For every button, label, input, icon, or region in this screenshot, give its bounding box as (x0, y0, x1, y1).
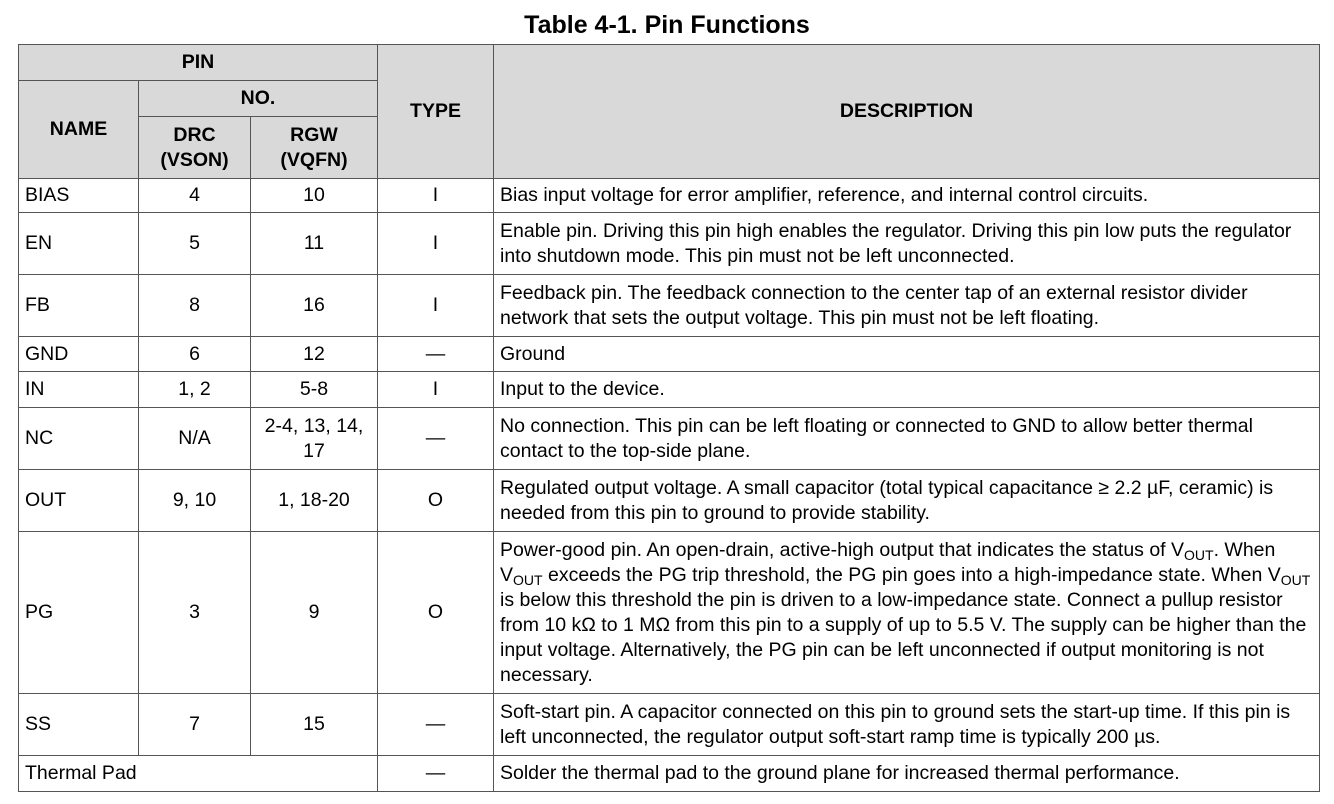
table-row: IN 1, 2 5-8 I Input to the device. (19, 372, 1320, 408)
pg-description: Power-good pin. An open-drain, active-high output that indicates the status of $V_{OUT}$. When $V_{OUT}$ exceeds the PG trip threshold, the PG pin goes into a high-impedance state. When $V_{OUT}$ is below this threshold the pin is driven to a low-impedance state. Connect a pullup resistor from 10 kΩ to 1 MΩ from this pin to a supply of up to 5.5 V. The supply can be higher than the input voltage. Alternatively, the PG pin can be left unconnected if output monitoring is not necessary. (494, 532, 1320, 694)
header-description: DESCRIPTION (494, 45, 1320, 179)
header-pin: PIN (19, 45, 378, 81)
table-row: BIAS 4 10 I Bias input voltage for error amplifier, reference, and internal control circuits. (19, 179, 1320, 213)
pin-functions-table (18, 44, 1320, 792)
table-row: FB 8 16 I Feedback pin. The feedback connection to the center tap of an external resistor divider network that sets the output voltage. This pin must not be left floating. (19, 275, 1320, 337)
header-name: NAME (19, 81, 139, 179)
header-drc: DRC (VSON) (139, 117, 251, 179)
table-row: GND 6 12 — Ground (19, 337, 1320, 372)
table-row: SS 7 15 — Soft-start pin. A capacitor connected on this pin to ground sets the start-up time. If this pin is left unconnected, the regulator output soft-start ramp time is typically 200 µs. (19, 694, 1320, 756)
header-rgw: RGW (VQFN) (251, 117, 378, 179)
header-type: TYPE (378, 45, 494, 179)
table-row: EN 5 11 I Enable pin. Driving this pin high enables the regulator. Driving this pin low puts the regulator into shutdown mode. This pin must not be left unconnected. (19, 213, 1320, 275)
table-row: Thermal Pad — Solder the thermal pad to the ground plane for increased thermal performance. (19, 756, 1320, 792)
table-row: OUT 9, 10 1, 18-20 O Regulated output voltage. A small capacitor (total typical capacitance ≥ 2.2 µF, ceramic) is needed from this pin to ground to provide stability. (19, 470, 1320, 532)
table-row: NC N/A 2-4, 13, 14, 17 — No connection. This pin can be left floating or connected to GND to allow better thermal contact to the top-side plane. (19, 408, 1320, 470)
table-title: Table 4-1. Pin Functions (524, 11, 810, 39)
header-no: NO. (139, 81, 378, 117)
table-row: PG 3 9 O Power-good pin. An open-drain, active-high output that indicates the status of $V_{OUT}$. When $V_{OUT}$ exceeds the PG trip threshold, the PG pin goes into a high-impedance state. When $V_{OUT}$ is below this threshold the pin is driven to a low-impedance state. Connect a pullup resistor from 10 kΩ to 1 MΩ from this pin to a supply of up to 5.5 V. The supply can be higher than the input voltage. Alternatively, the PG pin can be left unconnected if output monitoring is not necessary. (19, 532, 1320, 694)
